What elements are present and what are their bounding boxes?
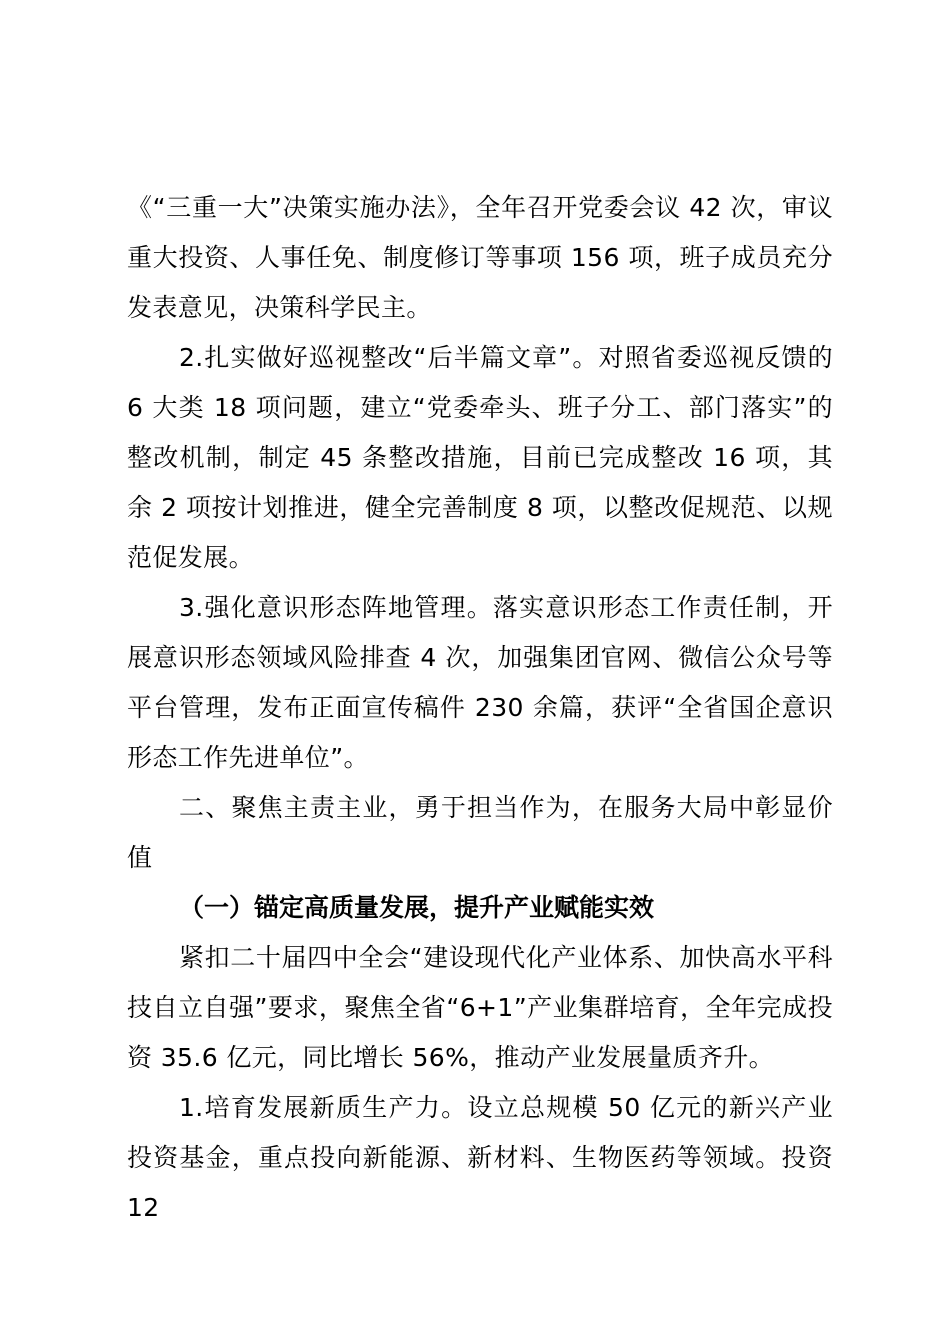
paragraph-industry-investment: 紧扣二十届四中全会“建设现代化产业体系、加快高水平科技自立自强”要求，聚焦全省“6+1”产业集群培育，全年完成投资 35.6 亿元，同比增长 56%，推动产业发展量质齐升。 (127, 943, 833, 1072)
section-heading-2: 二、聚焦主责主业，勇于担当作为，在服务大局中彰显价值 (127, 793, 833, 872)
document-page (127, 183, 833, 1233)
paragraph-decision-rules: 《“三重一大”决策实施办法》，全年召开党委会议 42 次，审议重大投资、人事任免、制度修订等事项 156 项，班子成员充分发表意见，决策科学民主。 (127, 193, 833, 322)
paragraph-inspection-rectification: 2.扎实做好巡视整改“后半篇文章”。对照省委巡视反馈的 6 大类 18 项问题，建立“党委牵头、班子分工、部门落实”的整改机制，制定 45 条整改措施，目前已完成整改 16 项，其余 2 项按计划推进，健全完善制度 8 项，以整改促规范、以规范促发展。 (127, 343, 833, 572)
subsection-heading-1: （一）锚定高质量发展，提升产业赋能实效 (179, 893, 655, 922)
paragraph-new-productivity: 1.培育发展新质生产力。设立总规模 50 亿元的新兴产业投资基金，重点投向新能源、新材料、生物医药等领域。投资 12 (127, 1093, 833, 1222)
paragraph-ideology-management: 3.强化意识形态阵地管理。落实意识形态工作责任制，开展意识形态领域风险排查 4 次，加强集团官网、微信公众号等平台管理，发布正面宣传稿件 230 余篇，获评“全省国企意识形态工作先进单位”。 (127, 593, 833, 772)
